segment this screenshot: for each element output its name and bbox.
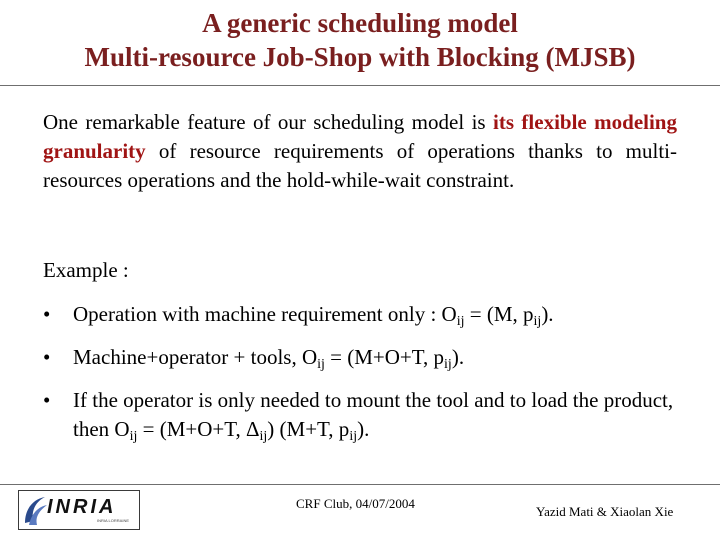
intro-paragraph [43, 108, 677, 195]
bullet-dot: • [43, 388, 51, 412]
bullet-text-2 [73, 343, 683, 372]
bullet-3-sub-1: ij [129, 429, 138, 444]
bullet-1-sub-1: ij [456, 314, 465, 329]
bullet-3-post: ). [357, 417, 370, 441]
bullet-3-sub-2: ij [259, 429, 268, 444]
bullet-dot: • [43, 302, 51, 326]
bullet-dot: • [43, 345, 51, 369]
intro-text-start: One remarkable feature of our scheduling model is [43, 110, 493, 134]
bullet-1-sub-2: ij [533, 314, 542, 329]
footer-event-date: CRF Club, 04/07/2004 [296, 496, 415, 511]
bullet-3-mid-1: = (M+O+T, Δ [137, 417, 260, 441]
intro-text-end: of resource requirements of operations thanks to multi-resources operations and the hold-while-wait constraint. [43, 139, 677, 192]
bullet-3-mid-2: ) (M+T, p [267, 417, 350, 441]
bullet-2-mid: = (M+O+T, p [324, 345, 445, 369]
slide-title [0, 6, 720, 74]
intro-highlight: its flexible modeling granularity [43, 110, 677, 163]
logo-tagline: INRIA LORRAINE [97, 518, 130, 523]
title-divider [0, 85, 720, 86]
bullet-text-3 [73, 386, 683, 444]
bullet-2-post: ). [451, 345, 465, 369]
footer-divider [0, 484, 720, 485]
bullet-2-pre: Machine+operator + tools, O [73, 345, 318, 369]
logo-wordmark: INRIA [47, 496, 117, 518]
slide-title-line-2: Multi-resource Job-Shop with Blocking (MJSB) [84, 42, 636, 72]
slide-title-line-1: A generic scheduling model [202, 8, 518, 38]
bullet-3-sub-3: ij [349, 429, 358, 444]
example-label: Example : [43, 258, 129, 282]
bullet-1-pre: Operation with machine requirement only : O [73, 302, 457, 326]
inria-swirl-icon [21, 493, 49, 527]
bullet-1-post: ). [541, 302, 554, 326]
bullet-3-pre: If the operator is only needed to mount the tool and to load the product, then O [73, 388, 674, 441]
footer-authors: Yazid Mati & Xiaolan Xie [536, 504, 674, 519]
bullet-2-sub-1: ij [317, 357, 325, 372]
bullet-2-sub-2: ij [444, 357, 452, 372]
bullet-text-1 [73, 300, 683, 329]
inria-logo [18, 490, 140, 530]
bullet-1-mid: = (M, p [464, 302, 534, 326]
